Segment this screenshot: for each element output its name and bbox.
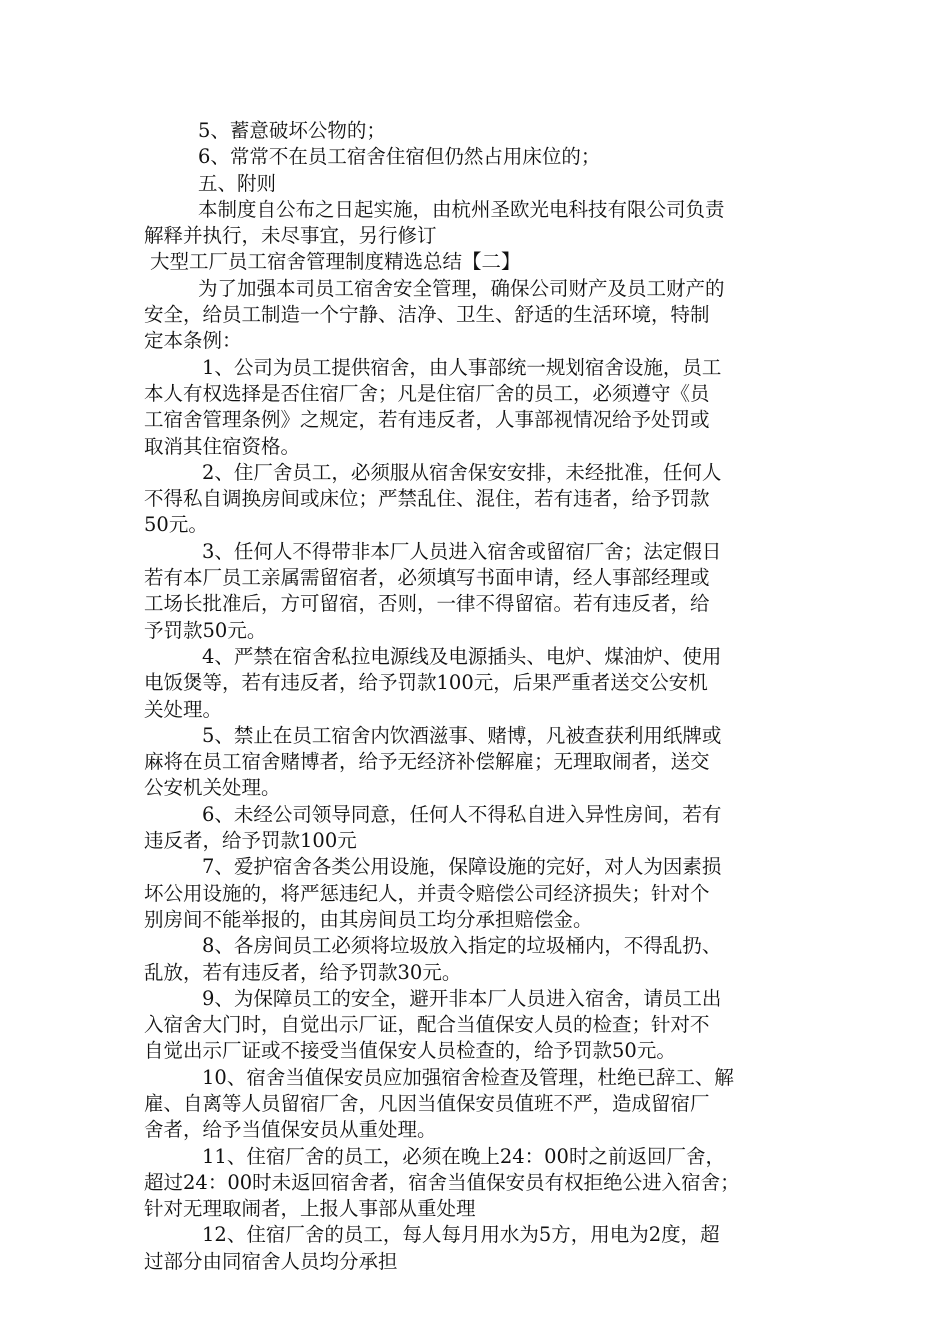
text-line: 解释并执行，未尽事宜，另行修订 <box>144 224 437 248</box>
text-line: 乱放，若有违反者，给予罚款30元。 <box>144 960 462 984</box>
document-title: 大型工厂员工宿舍管理制度精选总结【二】 <box>150 250 521 274</box>
section-heading: 五、附则 <box>198 171 277 195</box>
rule-item-5: 5、禁止在员工宿舍内饮酒滋事、赌博，凡被查获利用纸牌或 <box>202 723 722 747</box>
document-page <box>144 118 816 1275</box>
text-line: 入宿舍大门时，自觉出示厂证，配合当值保安人员的检查；针对不 <box>144 1013 710 1037</box>
text-line: 6、常常不在员工宿舍住宿但仍然占用床位的； <box>198 145 601 169</box>
text-line: 坏公用设施的，将严惩违纪人，并责令赔偿公司经济损失；针对个 <box>144 881 710 905</box>
text-line: 工场长批准后，方可留宿，否则，一律不得留宿。若有违反者，给 <box>144 592 710 616</box>
text-line: 公安机关处理。 <box>144 776 281 800</box>
rule-item-2: 2、住厂舍员工，必须服从宿舍保安安排，未经批准，任何人 <box>202 460 722 484</box>
text-line: 安全，给员工制造一个宁静、洁净、卫生、舒适的生活环境，特制 <box>144 303 710 327</box>
text-line: 违反者，给予罚款100元 <box>144 829 357 853</box>
text-line: 取消其住宿资格。 <box>144 434 301 458</box>
rule-item-4: 4、严禁在宿舍私拉电源线及电源插头、电炉、煤油炉、使用 <box>202 644 722 668</box>
text-line: 过部分由同宿舍人员均分承担 <box>144 1249 398 1273</box>
text-line: 自觉出示厂证或不接受当值保安人员检查的，给予罚款50元。 <box>144 1039 676 1063</box>
text-line: 定本条例： <box>144 329 242 353</box>
text-line: 本人有权选择是否住宿厂舍；凡是住宿厂舍的员工，必须遵守《员 <box>144 381 710 405</box>
text-line: 予罚款50元。 <box>144 618 267 642</box>
text-line: 工宿舍管理条例》之规定，若有违反者，人事部视情况给予处罚或 <box>144 408 710 432</box>
rule-item-11: 11、住宿厂舍的员工，必须在晚上24：00时之前返回厂舍， <box>202 1144 725 1168</box>
text-line: 若有本厂员工亲属需留宿者，必须填写书面申请，经人事部经理或 <box>144 566 710 590</box>
text-line: 关处理。 <box>144 697 223 721</box>
rule-item-10: 10、宿舍当值保安员应加强宿舍检查及管理，杜绝已辞工、解 <box>202 1065 734 1089</box>
text-line: 舍者，给予当值保安员从重处理。 <box>144 1118 437 1142</box>
text-line: 5、蓄意破坏公物的； <box>198 119 386 142</box>
text-line: 雇、自离等人员留宿厂舍，凡因当值保安员值班不严，造成留宿厂 <box>144 1091 710 1115</box>
rule-item-6: 6、未经公司领导同意，任何人不得私自进入异性房间，若有 <box>202 802 722 826</box>
text-line: 超过24：00时未返回宿舍者，宿舍当值保安员有权拒绝公进入宿舍； <box>144 1170 740 1194</box>
text-line: 为了加强本司员工宿舍安全管理，确保公司财产及员工财产的 <box>198 276 725 300</box>
rule-item-3: 3、任何人不得带非本厂人员进入宿舍或留宿厂舍；法定假日 <box>202 539 722 563</box>
rule-item-7: 7、爱护宿舍各类公用设施，保障设施的完好，对人为因素损 <box>202 855 722 879</box>
text-line: 别房间不能举报的，由其房间员工均分承担赔偿金。 <box>144 907 593 931</box>
text-line: 针对无理取闹者，上报人事部从重处理 <box>144 1197 476 1221</box>
text-line: 不得私自调换房间或床位；严禁乱住、混住，若有违者，给予罚款 <box>144 487 710 511</box>
rule-item-1: 1、公司为员工提供宿舍，由人事部统一规划宿舍设施，员工 <box>202 355 722 379</box>
text-line: 本制度自公布之日起实施，由杭州圣欧光电科技有限公司负责 <box>198 197 725 221</box>
rule-item-9: 9、为保障员工的安全，避开非本厂人员进入宿舍，请员工出 <box>202 986 722 1010</box>
rule-item-12: 12、住宿厂舍的员工，每人每月用水为5方，用电为2度，超 <box>202 1223 720 1247</box>
text-line: 麻将在员工宿舍赌博者，给予无经济补偿解雇；无理取闹者，送交 <box>144 750 710 774</box>
text-line: 电饭煲等，若有违反者，给予罚款100元，后果严重者送交公安机 <box>144 671 708 695</box>
text-line: 50元。 <box>144 513 208 537</box>
rule-item-8: 8、各房间员工必须将垃圾放入指定的垃圾桶内，不得乱扔、 <box>202 934 722 958</box>
